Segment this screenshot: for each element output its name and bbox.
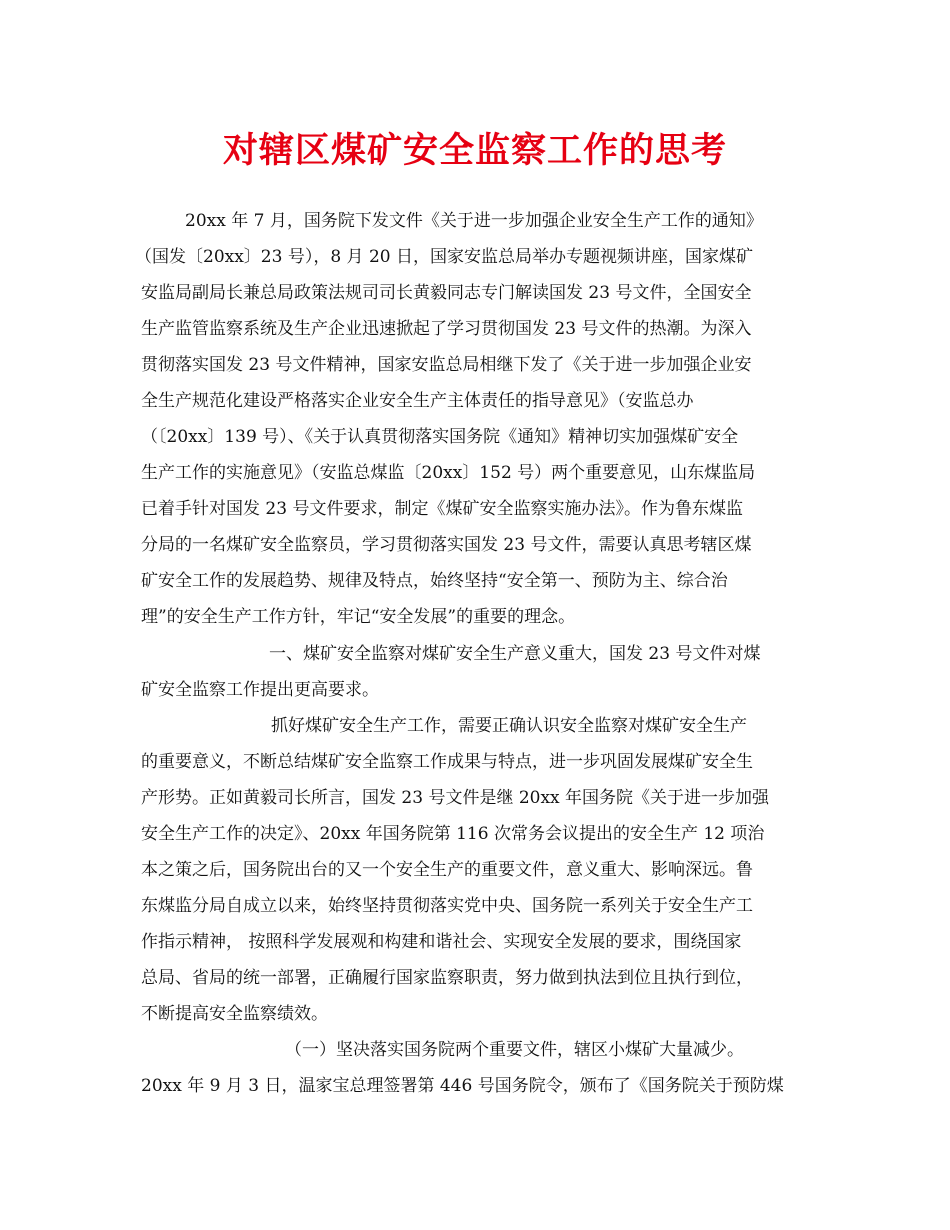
paragraph-line: 理”的安全生产工作方针，牢记“安全发展”的重要的理念。 [141, 607, 576, 627]
paragraph-line: 安监局副局长兼总局政策法规司司长黄毅同志专门解读国发 23 号文件，全国安全 [141, 283, 752, 303]
paragraph-line: 总局、省局的统一部署，正确履行国家监察职责，努力做到执法到位且执行到位， [141, 968, 753, 988]
paragraph-line: 矿安全工作的发展趋势、规律及特点，始终坚持“安全第一、预防为主、综合治 [141, 571, 728, 591]
paragraph-line: 不断提高安全监察绩效。 [141, 1004, 328, 1024]
paragraph-line: 分局的一名煤矿安全监察员，学习贯彻落实国发 23 号文件，需要认真思考辖区煤 [141, 535, 752, 555]
paragraph-line: （〔20xx〕139 号）、《关于认真贯彻落实国务院《通知》精神切实加强煤矿安全 [141, 427, 739, 447]
paragraph-line: 安全生产工作的决定》、20xx 年国务院第 116 次常务会议提出的安全生产 12 项治 [141, 824, 765, 844]
paragraph-line: 本之策之后，国务院出台的又一个安全生产的重要文件，意义重大、影响深远。鲁 [141, 860, 753, 880]
paragraph-line: 的重要意义，不断总结煤矿安全监察工作成果与特点，进一步巩固发展煤矿安全生 [141, 752, 753, 772]
paragraph-line: 生产监管监察系统及生产企业迅速掀起了学习贯彻国发 23 号文件的热潮。为深入 [141, 319, 752, 339]
document-title: 对辖区煤矿安全监察工作的思考 [222, 130, 727, 171]
paragraph-line: 全生产规范化建设严格落实企业安全生产主体责任的指导意见》（安监总办 [141, 391, 694, 411]
section-heading-line: 矿安全监察工作提出更高要求。 [141, 680, 379, 700]
paragraph-line: 作指示精神， 按照科学发展观和构建和谐社会、实现安全发展的要求，围绕国家 [141, 932, 742, 952]
paragraph-line: 产形势。正如黄毅司长所言，国发 23 号文件是继 20xx 年国务院《关于进一步加强 [141, 788, 770, 808]
section-heading-line: 一、煤矿安全监察对煤矿安全生产意义重大，国发 23 号文件对煤 [269, 644, 761, 664]
paragraph-line: 贯彻落实国发 23 号文件精神，国家安监总局相继下发了《关于进一步加强企业安 [141, 355, 752, 375]
paragraph-line: 20xx 年 9 月 3 日，温家宝总理签署第 446 号国务院令，颁布了《国务院关于预防煤 [141, 1076, 784, 1096]
paragraph-line: 已着手针对国发 23 号文件要求，制定《煤矿安全监察实施办法》。作为鲁东煤监 [141, 499, 743, 519]
paragraph-line: 抓好煤矿安全生产工作，需要正确认识安全监察对煤矿安全生产 [271, 716, 747, 736]
paragraph-line: （国发〔20xx〕23 号），8 月 20 日，国家安监总局举办专题视频讲座，国家煤矿 [135, 247, 754, 267]
paragraph-line: 东煤监分局自成立以来，始终坚持贯彻落实党中央、国务院一系列关于安全生产工 [141, 896, 753, 916]
subsection-heading-line: （一）坚决落实国务院两个重要文件，辖区小煤矿大量减少。 [285, 1040, 744, 1060]
paragraph-line: 20xx 年 7 月，国务院下发文件《关于进一步加强企业安全生产工作的通知》 [185, 211, 763, 231]
paragraph-line: 生产工作的实施意见》（安监总煤监〔20xx〕152 号）两个重要意见，山东煤监局 [141, 463, 756, 483]
